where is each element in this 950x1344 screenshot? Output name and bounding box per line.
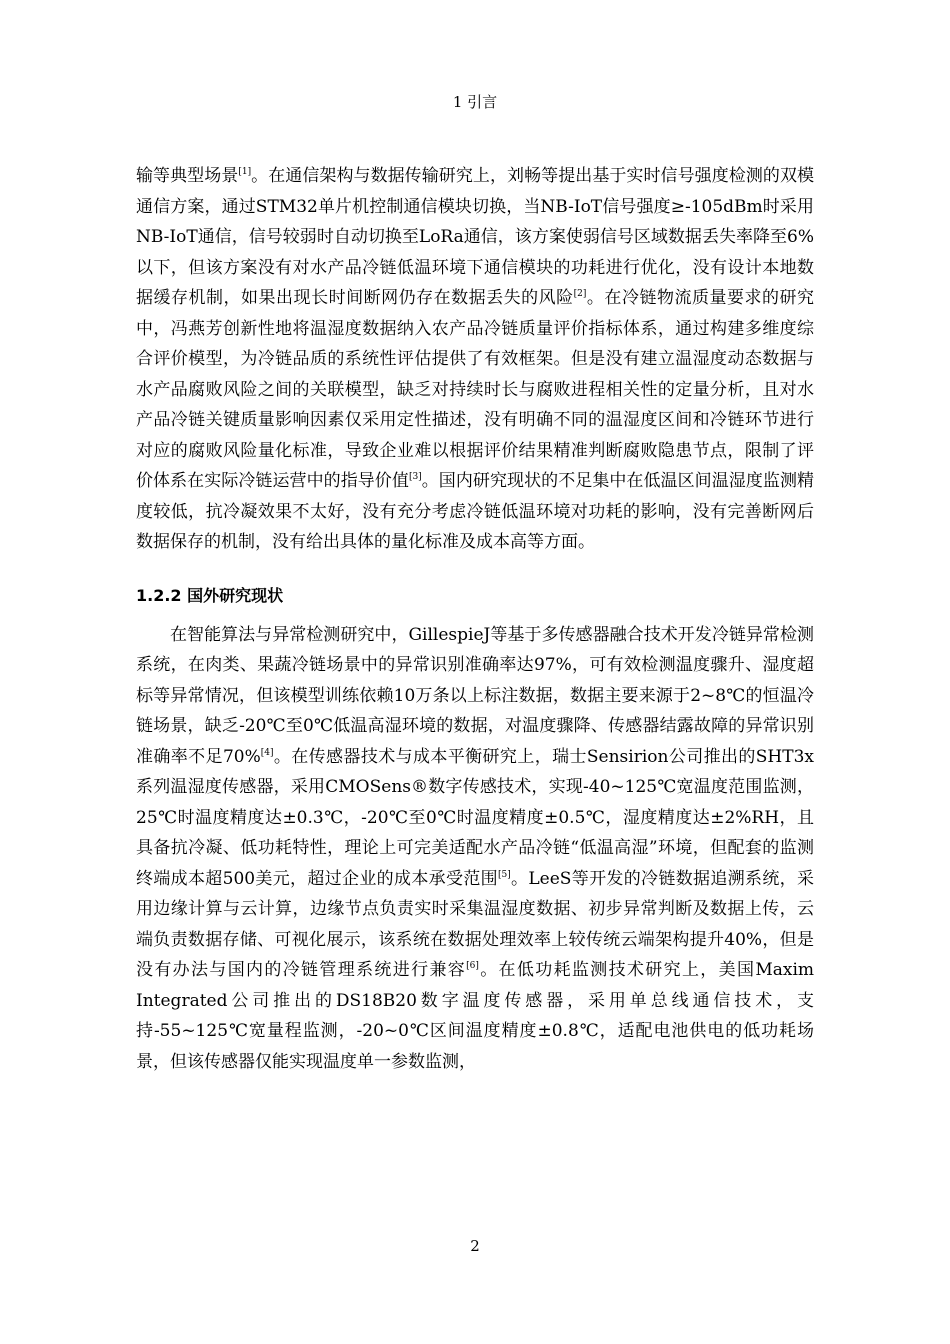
text-span: 。在传感器技术与成本平衡研究上，瑞士Sensirion公司推出的SHT3x系列温湿度传感器，采用CMOSens®数字传感技术，实现-40~125℃宽温度范围监测，25℃时温度精度达±0.3℃，-20℃至0℃时温度精度±0.5℃，湿度精度达±2%RH，且具备抗冷凝、低功耗特性，理论上可完美适配水产品冷链“低温高湿”环境，但配套的监测终端成本超500美元，超过企业的成本承受范围 — [136, 746, 814, 889]
text-span: 。LeeS等开发的冷链数据追溯系统，采用边缘计算与云计算，边缘节点负责实时采集温湿度数据、初步异常判断及数据上传，云端负责数据存储、可视化展示，该系统在数据处理效率上较传统云端架构提升40%，但是没有办法与国内的冷链管理系统进行兼容 — [136, 868, 814, 980]
text-span: 。国内研究现状的不足集中在低温区间温湿度监测精度较低，抗冷凝效果不太好，没有充分考虑冷链低温环境对功耗的影响，没有完善断网后数据保存的机制，没有给出具体的量化标准及成本高等方面。 — [136, 471, 815, 552]
paragraph-foreign-research — [136, 620, 814, 1078]
citation-ref-1: [1] — [238, 167, 252, 177]
citation-ref-6: [6] — [466, 961, 479, 971]
body-text — [136, 161, 814, 1077]
citation-ref-3: [3] — [408, 472, 422, 482]
text-span: 。在通信架构与数据传输研究上，刘畅等提出基于实时信号强度检测的双模通信方案，通过STM32单片机控制通信模块切换，当NB-IoT信号强度≥-105dBm时采用NB-IoT通信，信号较弱时自动切换至LoRa通信，该方案使弱信号区域数据丢失率降至6%以下，但该方案没有对水产品冷链低温环境下通信模块的功耗进行优化，没有设计本地数据缓存机制，如果出现长时间断网仍存在数据丢失的风险 — [136, 166, 815, 308]
section-heading-foreign-research: 1.2.2 国外研究现状 — [136, 585, 284, 605]
text-span: 。在冷链物流质量要求的研究中，冯燕芳创新性地将温湿度数据纳入农产品冷链质量评价指标体系，通过构建多维度综合评价模型，为冷链品质的系统性评估提供了有效框架。但是没有建立温湿度动态数据与水产品腐败风险之间的关联模型，缺乏对持续时长与腐败进程相关性的定量分析，且对水产品冷链关键质量影响因素仅采用定性描述，没有明确不同的温湿度区间和冷链环节进行对应的腐败风险量化标准，导致企业难以根据评价结果精准判断腐败隐患节点，限制了评价体系在实际冷链运营中的指导价值 — [136, 288, 815, 491]
citation-ref-2: [2] — [573, 289, 587, 299]
running-header: 1 引言 — [452, 93, 498, 111]
text-span: 输等典型场景 — [136, 166, 239, 186]
text-span: 在智能算法与异常检测研究中，GillespieJ等基于多传感器融合技术开发冷链异常检测系统，在肉类、果蔬冷链场景中的异常识别准确率达97%，可有效检测温度骤升、湿度超标等异常情况，但该模型训练依赖10万条以上标注数据，数据主要来源于2~8℃的恒温冷链场景，缺乏-20℃至0℃低温高湿环境的数据，对温度骤降、传感器结露故障的异常识别准确率不足70% — [136, 624, 814, 767]
citation-ref-5: [5] — [497, 869, 511, 880]
page-number: 2 — [470, 1237, 480, 1255]
paragraph-domestic-research-continued — [136, 161, 814, 558]
citation-ref-4: [4] — [260, 747, 274, 758]
text-span: 。在低功耗监测技术研究上，美国Maxim Integrated公司推出的DS18B20数字温度传感器，采用单总线通信技术，支持-55~125℃宽量程监测，-20~0℃区间温度精度±0.8℃，适配电池供电的低功耗场景，但该传感器仅能实现温度单一参数监测， — [136, 960, 815, 1072]
